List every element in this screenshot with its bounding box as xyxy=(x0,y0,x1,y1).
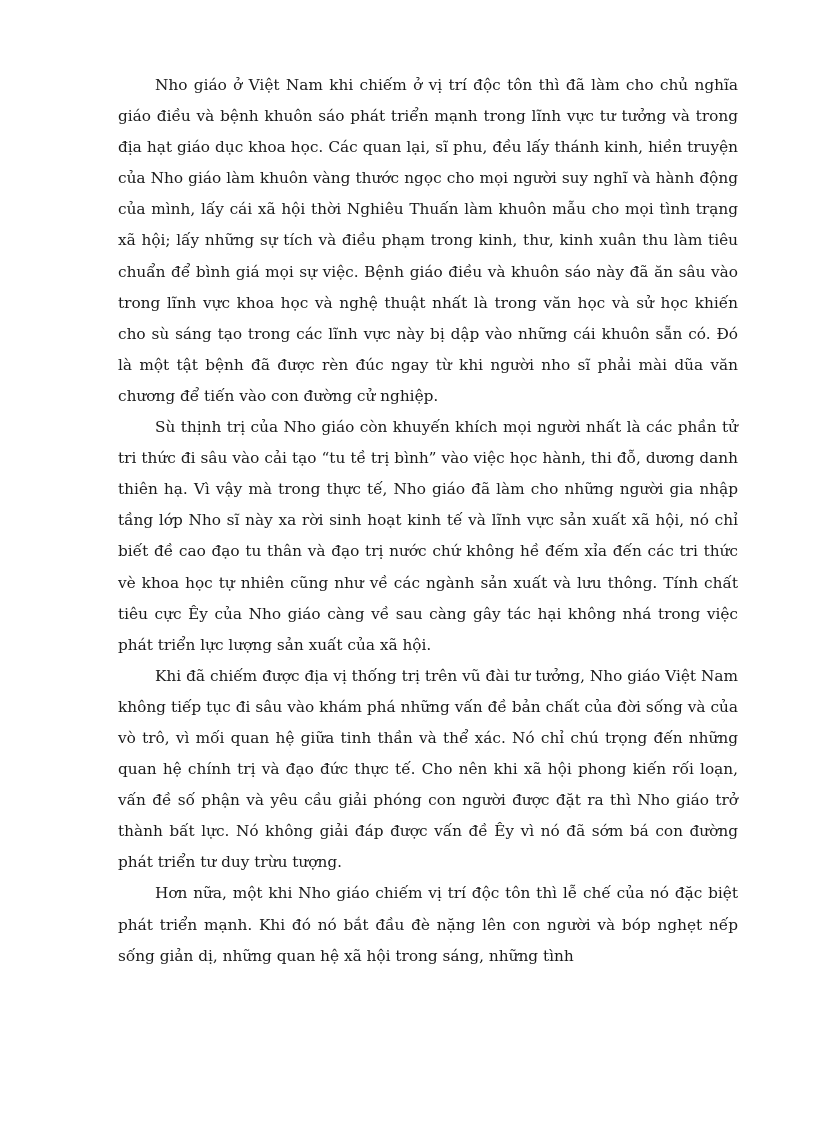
paragraph-nho-giao-doc-ton: Nho giáo ở Việt Nam khi chiếm ở vị trí độc tôn thì đã làm cho chủ nghĩa giáo điều và bệnh khuôn sáo phát triển mạnh trong lĩnh vực tư tưởng và trong địa hạt giáo dục khoa học. Các quan lại, sĩ phu, đều lấy thánh kinh, hiền truyện của Nho giáo làm khuôn vàng thước ngọc cho mọi người suy nghĩ và hành động của mình, lấy cái xã hội thời Nghiêu Thuấn làm khuôn mẫu cho mọi tình trạng xã hội; lấy những sự tích và điều phạm trong kinh, thư, kinh xuân thu làm tiêu chuẩn để bình giá mọi sự việc. Bệnh giáo điều và khuôn sáo này đã ăn sâu vào trong lĩnh vực khoa học và nghệ thuật nhất là trong văn học và sử học khiến cho sù sáng tạo trong các lĩnh vực này bị dập vào những cái khuôn sẵn có. Đó là một tật bệnh đã được rèn đúc ngay từ khi người nho sĩ phải mài dũa văn chương để tiến vào con đường cử nghiệp. xyxy=(118,76,738,405)
document-page xyxy=(118,70,738,972)
paragraph-vu-dai-tu-tuong: Khi đã chiếm được địa vị thống trị trên vũ đài tư tưởng, Nho giáo Việt Nam không tiếp tục đi sâu vào khám phá những vấn đề bản chất của đời sống và của vò trô, vì mối quan hệ giữa tinh thần và thể xác. Nó chỉ chú trọng đến những quan hệ chính trị và đạo đức thực tế. Cho nên khi xã hội phong kiến rối loạn, vấn đề số phận và yêu cầu giải phóng con người được đặt ra thì Nho giáo trở thành bất lực. Nó không giải đáp được vấn đề Êy vì nó đã sớm bá con đường phát triển tư duy trừu tượng. xyxy=(118,666,738,872)
paragraph-thinh-tri: Sù thịnh trị của Nho giáo còn khuyến khích mọi người nhất là các phần tử tri thức đi sâu vào cải tạo “tu tề trị bình” vào việc học hành, thi đỗ, dương danh thiên hạ. Vì vậy mà trong thực tế, Nho giáo đã làm cho những người gia nhập tầng lớp Nho sĩ này xa rời sinh hoạt kinh tế và lĩnh vực sản xuất xã hội, nó chỉ biết đề cao đạo tu thân và đạo trị nước chứ không hề đếm xỉa đến các tri thức vè khoa học tự nhiên cũng như về các ngành sản xuất và lưu thông. Tính chất tiêu cực Êy của Nho giáo càng về sau càng gây tác hại không nhá trong việc phát triển lực lượng sản xuất của xã hội. xyxy=(118,418,738,654)
paragraph-le-che: Hơn nữa, một khi Nho giáo chiếm vị trí độc tôn thì lễ chế của nó đặc biệt phát triển mạnh. Khi đó nó bắt đầu đè nặng lên con người và bóp nghẹt nếp sống giản dị, những quan hệ xã hội trong sáng, những tình xyxy=(118,884,738,965)
